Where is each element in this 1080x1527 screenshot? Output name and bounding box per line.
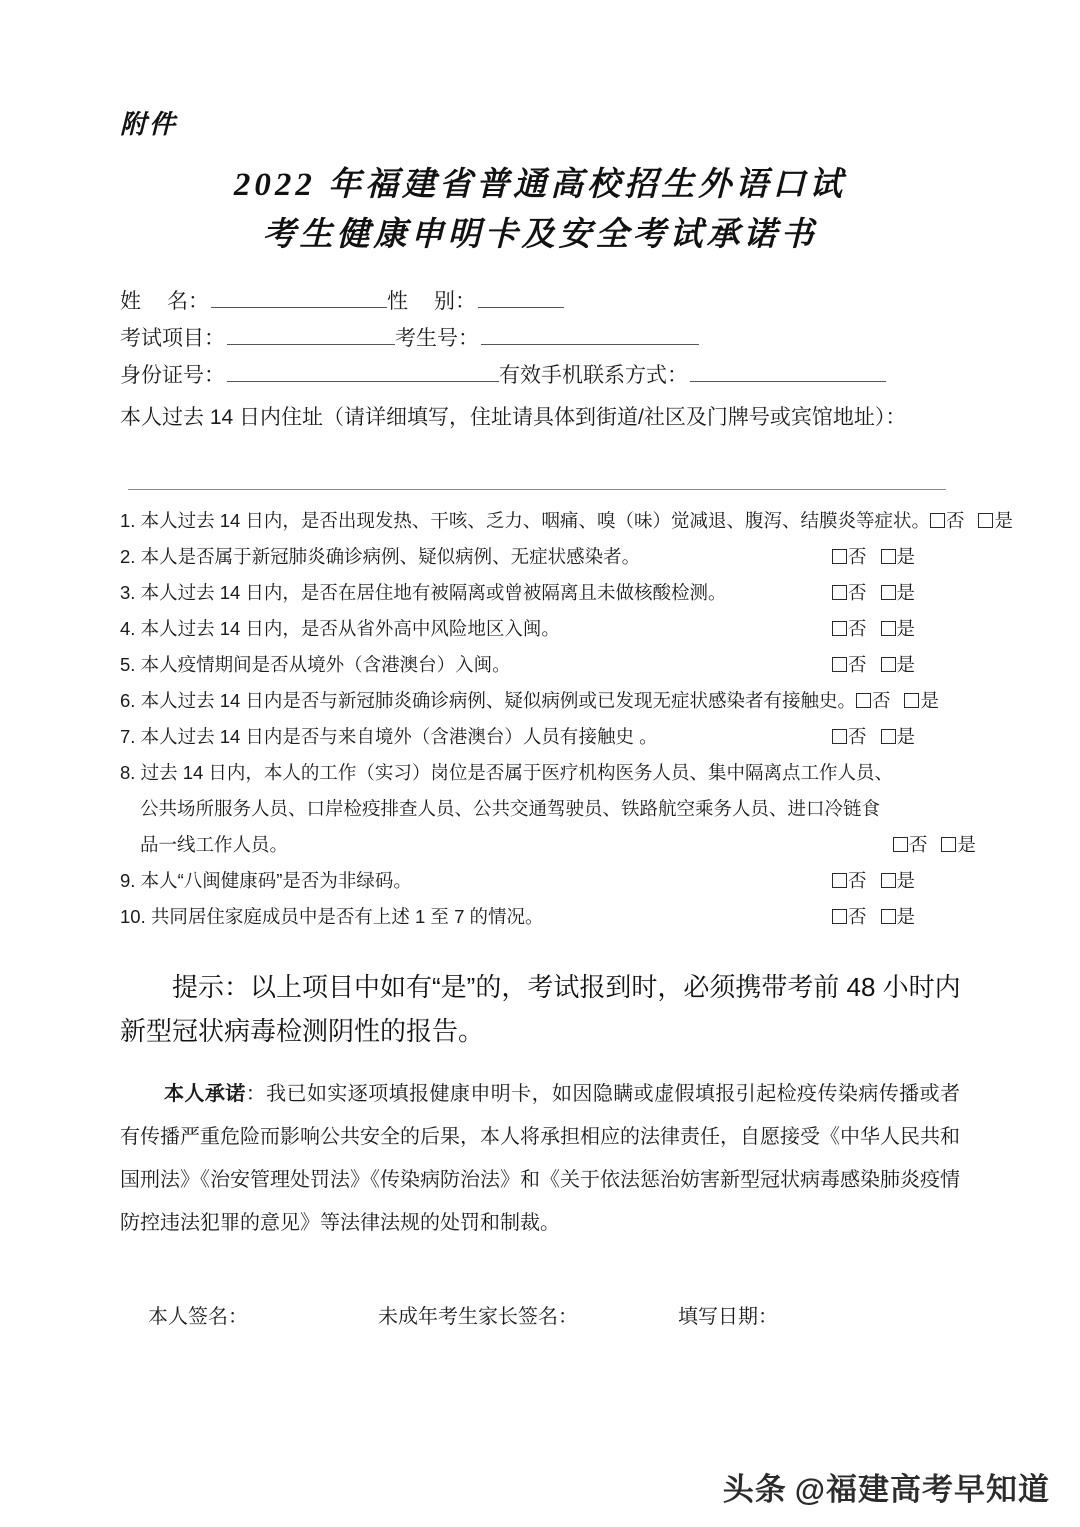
checkbox-no-icon[interactable] [856,693,871,708]
question-line: 过去 14 日内，本人的工作（实习）岗位是否属于医疗机构医务人员、集中隔离点工作人员、 [140,762,893,783]
gender-input[interactable] [478,288,564,308]
checkbox-yes-icon[interactable] [881,657,896,672]
question-text [120,683,856,719]
choice-yes[interactable] [978,503,1013,539]
choice-no-label: 否 [848,906,867,927]
checkbox-yes-icon[interactable] [881,549,896,564]
question-choices [832,863,940,899]
question-row [120,863,940,899]
question-row [120,647,940,683]
question-text [120,755,893,863]
question-choices [893,827,1001,863]
choice-yes-label: 是 [896,654,916,675]
choice-yes-label: 是 [896,618,916,639]
document-title-line-2: 考生健康申明卡及安全考试承诺书 [262,217,818,253]
field-row-name-gender [120,288,980,312]
question-choices [832,899,940,935]
choice-yes-label: 是 [896,726,916,747]
checkbox-yes-icon[interactable] [978,513,993,528]
field-row-subject-examno [120,325,980,349]
question-row [120,683,940,719]
question-line: 本人过去 14 日内，是否出现发热、干咳、乏力、咽痛、嗅（味）觉减退、腹泻、结膜炎等症状。 [140,510,930,531]
checkbox-no-icon[interactable] [930,513,945,528]
choice-yes[interactable] [904,683,939,719]
question-choices [856,683,964,719]
question-number: 7. [120,726,136,747]
choice-yes[interactable] [881,899,916,935]
gender-field-label: 性 别： [387,290,476,313]
name-input[interactable] [211,288,387,308]
question-text [120,719,832,755]
choice-no[interactable] [832,863,867,899]
choice-no[interactable] [832,539,867,575]
question-text [120,503,930,539]
question-line: 本人过去 14 日内是否与来自境外（含港澳台）人员有接触史 。 [140,726,658,747]
question-number: 10. [120,906,146,927]
question-line: 本人过去 14 日内，是否在居住地有被隔离或曾被隔离且未做核酸检测。 [140,582,727,603]
watermark-brand: 头条 [722,1472,787,1507]
checkbox-yes-icon[interactable] [881,909,896,924]
choice-no[interactable] [930,503,965,539]
question-line: 本人过去 14 日内，是否从省外高中风险地区入闽。 [140,618,560,639]
pledge-body: ：我已如实逐项填报健康申明卡，如因隐瞒或虚假填报引起检疫传染病传播或者有传播严重危险而影响公共安全的后果，本人将承担相应的法律责任，自愿接受《中华人民共和国刑法》《治安管理处罚法》《传染病防治法》和《关于依法惩治妨害新型冠状病毒感染肺炎疫情防控违法犯罪的意见》等法律法规的处罚和制裁。 [120,1083,961,1234]
choice-yes[interactable] [881,863,916,899]
choice-no[interactable] [832,719,867,755]
question-text [120,647,832,683]
choice-yes-label: 是 [896,870,916,891]
question-row [120,755,976,863]
question-text [120,611,832,647]
question-row [120,575,940,611]
question-number: 1. [120,510,136,531]
question-choices [832,611,940,647]
exam-number-field-label: 考生号： [395,327,479,350]
choice-yes[interactable] [881,647,916,683]
question-text [120,899,832,935]
question-choices [832,647,940,683]
health-question-list [120,503,1013,935]
choice-yes[interactable] [941,827,976,863]
question-line: 品一线工作人员。 [140,834,289,855]
choice-no-label: 否 [848,654,867,675]
choice-yes-label: 是 [896,906,916,927]
question-line: 公共场所服务人员、口岸检疫排查人员、公共交通驾驶员、铁路航空乘务人员、进口冷链食 [140,798,881,819]
question-choices [832,719,940,755]
choice-yes[interactable] [881,719,916,755]
question-number: 5. [120,654,136,675]
exam-number-input[interactable] [481,325,699,345]
fill-date-field[interactable] [678,1300,878,1329]
question-row [120,503,1013,539]
choice-no-label: 否 [848,618,867,639]
choice-no-label: 否 [848,582,867,603]
choice-yes[interactable] [881,611,916,647]
guardian-signature-label: 未成年考生家长签名： [378,1306,578,1328]
question-text [120,575,832,611]
watermark-account: @福建高考早知道 [794,1472,1050,1507]
question-text [120,863,832,899]
document-title-line-1: 2022 年福建省普通高校招生外语口试 [233,167,847,203]
question-number: 2. [120,546,136,567]
watermark [723,1464,1050,1509]
choice-no-label: 否 [848,870,867,891]
phone-input[interactable] [690,362,886,382]
attachment-label: 附件 [120,110,179,139]
self-signature-field[interactable] [148,1300,378,1329]
choice-no[interactable] [832,575,867,611]
checkbox-no-icon[interactable] [832,621,847,636]
question-number: 4. [120,618,136,639]
checkbox-yes-icon[interactable] [941,837,956,852]
choice-yes-label: 是 [896,546,916,567]
choice-no-label: 否 [945,510,965,531]
id-card-field-label: 身份证号： [120,364,225,387]
question-line: 本人是否属于新冠肺炎确诊病例、疑似病例、无症状感染者。 [140,546,641,567]
notice-text: 提示：以上项目中如有“是”的，考试报到时，必须携带考前 48 小时内新型冠状病毒检测阴性的报告。 [120,972,961,1046]
question-row [120,899,940,935]
checkbox-yes-icon[interactable] [881,729,896,744]
question-row [120,719,940,755]
subject-field-label: 考试项目： [120,327,225,350]
question-line: 本人“八闽健康码”是否为非绿码。 [140,870,412,891]
checkbox-yes-icon[interactable] [881,585,896,600]
question-line: 共同居住家庭成员中是否有上述 1 至 7 的情况。 [150,906,544,927]
question-row [120,611,940,647]
question-number: 8. [120,762,136,783]
choice-yes-label: 是 [896,582,916,603]
question-line: 本人疫情期间是否从境外（含港澳台）入闽。 [140,654,511,675]
address-prompt: 本人过去 14 日内住址（请详细填写，住址请具体到街道/社区及门牌号或宾馆地址）： [120,406,907,429]
choice-no[interactable] [832,647,867,683]
fill-date-label: 填写日期： [678,1306,778,1328]
question-choices [832,539,940,575]
choice-yes-label: 是 [920,690,939,711]
choice-no[interactable] [893,827,928,863]
id-card-input[interactable] [227,362,499,382]
question-line: 本人过去 14 日内是否与新冠肺炎确诊病例、疑似病例或已发现无症状感染者有接触史。 [140,690,856,711]
choice-no[interactable] [856,683,891,719]
guardian-signature-field[interactable] [378,1300,678,1329]
question-choices [930,503,1038,539]
checkbox-no-icon[interactable] [832,549,847,564]
subject-input[interactable] [227,325,395,345]
choice-yes-label: 是 [957,834,976,855]
question-choices [832,575,940,611]
checkbox-no-icon[interactable] [832,873,847,888]
choice-no-label: 否 [848,546,867,567]
checkbox-yes-icon[interactable] [904,693,919,708]
choice-no[interactable] [832,611,867,647]
signature-row [148,1300,948,1329]
checkbox-yes-icon[interactable] [881,873,896,888]
choice-yes-label: 是 [994,510,1013,531]
checkbox-yes-icon[interactable] [881,621,896,636]
choice-yes[interactable] [881,575,916,611]
checkbox-no-icon[interactable] [832,729,847,744]
address-input[interactable] [128,489,946,490]
question-number: 9. [120,870,136,891]
question-text [120,539,832,575]
choice-no-label: 否 [908,834,928,855]
field-row-idcard-phone [120,362,980,386]
self-signature-label: 本人签名： [148,1306,248,1328]
choice-no-label: 否 [871,690,891,711]
checkbox-no-icon[interactable] [832,585,847,600]
checkbox-no-icon[interactable] [893,837,908,852]
choice-no[interactable] [832,899,867,935]
question-number: 3. [120,582,136,603]
phone-field-label: 有效手机联系方式： [499,364,688,387]
choice-yes[interactable] [881,539,916,575]
question-row [120,539,940,575]
name-field-label: 姓 名： [120,290,209,313]
checkbox-no-icon[interactable] [832,909,847,924]
pledge-paragraph [120,1073,960,1245]
pledge-heading: 本人承诺 [164,1083,246,1105]
question-number: 6. [120,690,136,711]
choice-no-label: 否 [848,726,867,747]
checkbox-no-icon[interactable] [832,657,847,672]
